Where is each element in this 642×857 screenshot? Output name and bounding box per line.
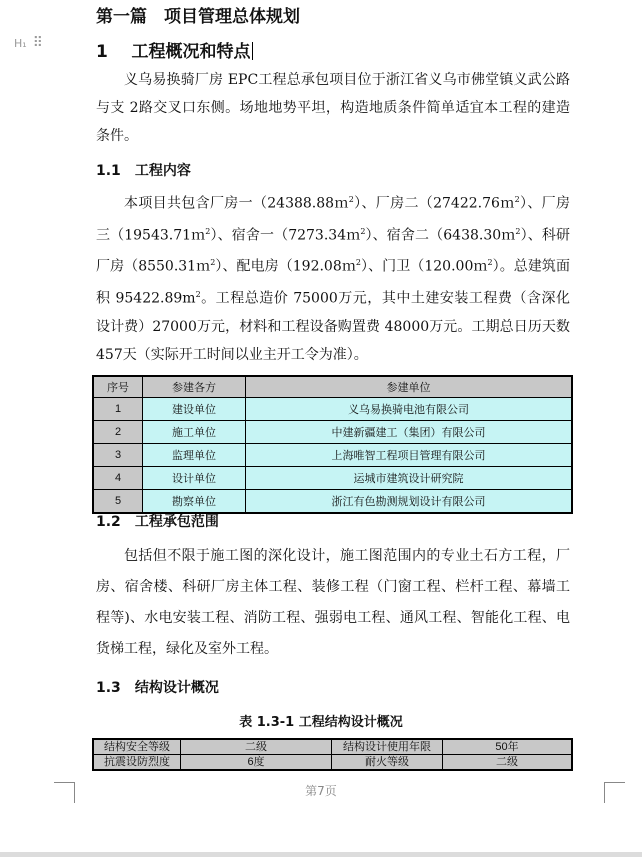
section-heading-1-2[interactable] <box>96 511 219 531</box>
text-run: 。工程总造价 75000万元，其中土建安装工程费（含深化设计费）27000万元，材料和工程设备购置费 48000万元。工期总日历天数 457天（实际开工时间以业主开工令为准）。 <box>96 290 570 363</box>
text-run: ）、厂房三（19543.71ｍ <box>96 195 570 244</box>
table-row <box>93 490 572 514</box>
table-row <box>93 421 572 444</box>
superscript: 2 <box>348 195 354 204</box>
heading-marker-icon[interactable]: H₁ <box>14 37 27 50</box>
table-row <box>93 755 572 771</box>
table-cell: 浙江有色勘测规划设计有限公司 <box>246 490 573 514</box>
table-caption: 表 1.3-1 工程结构设计概况 <box>239 715 403 730</box>
text-run: ）。总建筑面积 95422.89m <box>96 258 570 307</box>
section-number: 1.2 <box>96 514 121 530</box>
table-header-row <box>93 376 572 398</box>
table-cell: 结构设计使用年限 <box>332 739 443 755</box>
superscript: 2 <box>355 258 361 268</box>
table-cell: 二级 <box>181 739 332 755</box>
table-cell: 监理单位 <box>143 444 246 467</box>
text-run: 本项目共包含厂房一（24388.88ｍ <box>124 195 349 212</box>
text-run: ）、宿舍一（7273.34ｍ <box>210 227 361 244</box>
table-cell: 二级 <box>443 755 573 771</box>
part-title: 第一篇 项目管理总体规划 <box>96 7 300 27</box>
table-cell: 上海唯智工程项目管理有限公司 <box>246 444 573 467</box>
table-cell: 50年 <box>443 739 573 755</box>
page-bottom-edge <box>0 852 642 857</box>
table-row <box>93 398 572 421</box>
column-header: 序号 <box>93 376 143 398</box>
section-title: 工程概况和特点 <box>131 42 251 62</box>
block-gutter[interactable] <box>14 37 42 50</box>
text-run: ）、宿舍二（6438.30ｍ <box>365 227 516 244</box>
table-cell: 运城市建筑设计研究院 <box>246 467 573 490</box>
drag-handle-icon[interactable]: ⠿ <box>32 35 42 51</box>
section-heading-1-3[interactable] <box>96 677 219 697</box>
table-row <box>93 739 572 755</box>
superscript: 2 <box>205 226 211 236</box>
intro-paragraph[interactable]: 义乌易换骑厂房 EPC工程总承包项目位于浙江省义乌市佛堂镇义武公路与支 2路交叉口东侧。场地地势平坦，构造地质条件简单适宜本工程的建造条件。 <box>96 72 570 144</box>
scope-paragraph[interactable]: 包括但不限于施工图的深化设计，施工图范围内的专业土石方工程，厂房、宿舍楼、科研厂房主体工程、装修工程（门窗工程、栏杆工程、幕墙工程等)、水电安装工程、消防工程、强弱电工程、通风工程、智能化工程、电货梯工程，绿化及室外工程。 <box>96 548 570 657</box>
superscript: 2 <box>514 195 520 204</box>
table-cell: 3 <box>93 444 143 467</box>
participants-table <box>92 375 573 514</box>
superscript: 2 <box>210 258 216 268</box>
section-number: 1.3 <box>96 680 121 696</box>
table-cell: 1 <box>93 398 143 421</box>
section-title: 工程承包范围 <box>134 514 219 530</box>
table-cell: 4 <box>93 467 143 490</box>
table-cell: 抗震设防烈度 <box>93 755 181 771</box>
table-row <box>93 467 572 490</box>
text-run: ）、厂房二（27422.76ｍ <box>353 195 515 212</box>
table-cell: 结构安全等级 <box>93 739 181 755</box>
page-number: 第7页 <box>305 784 337 798</box>
structure-design-table <box>92 738 573 771</box>
table-cell: 耐火等级 <box>332 755 443 771</box>
table-cell: 建设单位 <box>143 398 246 421</box>
text-cursor <box>252 42 253 60</box>
superscript: 2 <box>195 289 201 299</box>
table-cell: 勘察单位 <box>143 490 246 514</box>
table-cell: 义乌易换骑电池有限公司 <box>246 398 573 421</box>
content-paragraph[interactable] <box>96 186 570 369</box>
table-cell: 施工单位 <box>143 421 246 444</box>
text-run: ）、科研厂房（8550.31ｍ <box>96 227 570 275</box>
section-title: 结构设计概况 <box>134 680 219 696</box>
table-cell: 6度 <box>181 755 332 771</box>
superscript: 2 <box>515 226 521 236</box>
column-header: 参建单位 <box>246 376 573 398</box>
section-number: 1.1 <box>96 163 121 179</box>
text-run: ）、门卫（120.00ｍ <box>360 258 488 275</box>
table-cell: 设计单位 <box>143 467 246 490</box>
table-cell: 中建新疆建工（集团）有限公司 <box>246 421 573 444</box>
superscript: 2 <box>360 226 366 236</box>
section-heading-1[interactable] <box>96 37 253 62</box>
superscript: 2 <box>487 258 493 268</box>
table-cell: 2 <box>93 421 143 444</box>
section-number: 1 <box>96 42 108 62</box>
table-cell: 5 <box>93 490 143 514</box>
column-header: 参建各方 <box>143 376 246 398</box>
section-title: 工程内容 <box>134 163 191 179</box>
text-run: ）、配电房（192.08ｍ <box>215 258 356 275</box>
section-heading-1-1[interactable] <box>96 160 191 180</box>
table-row <box>93 444 572 467</box>
